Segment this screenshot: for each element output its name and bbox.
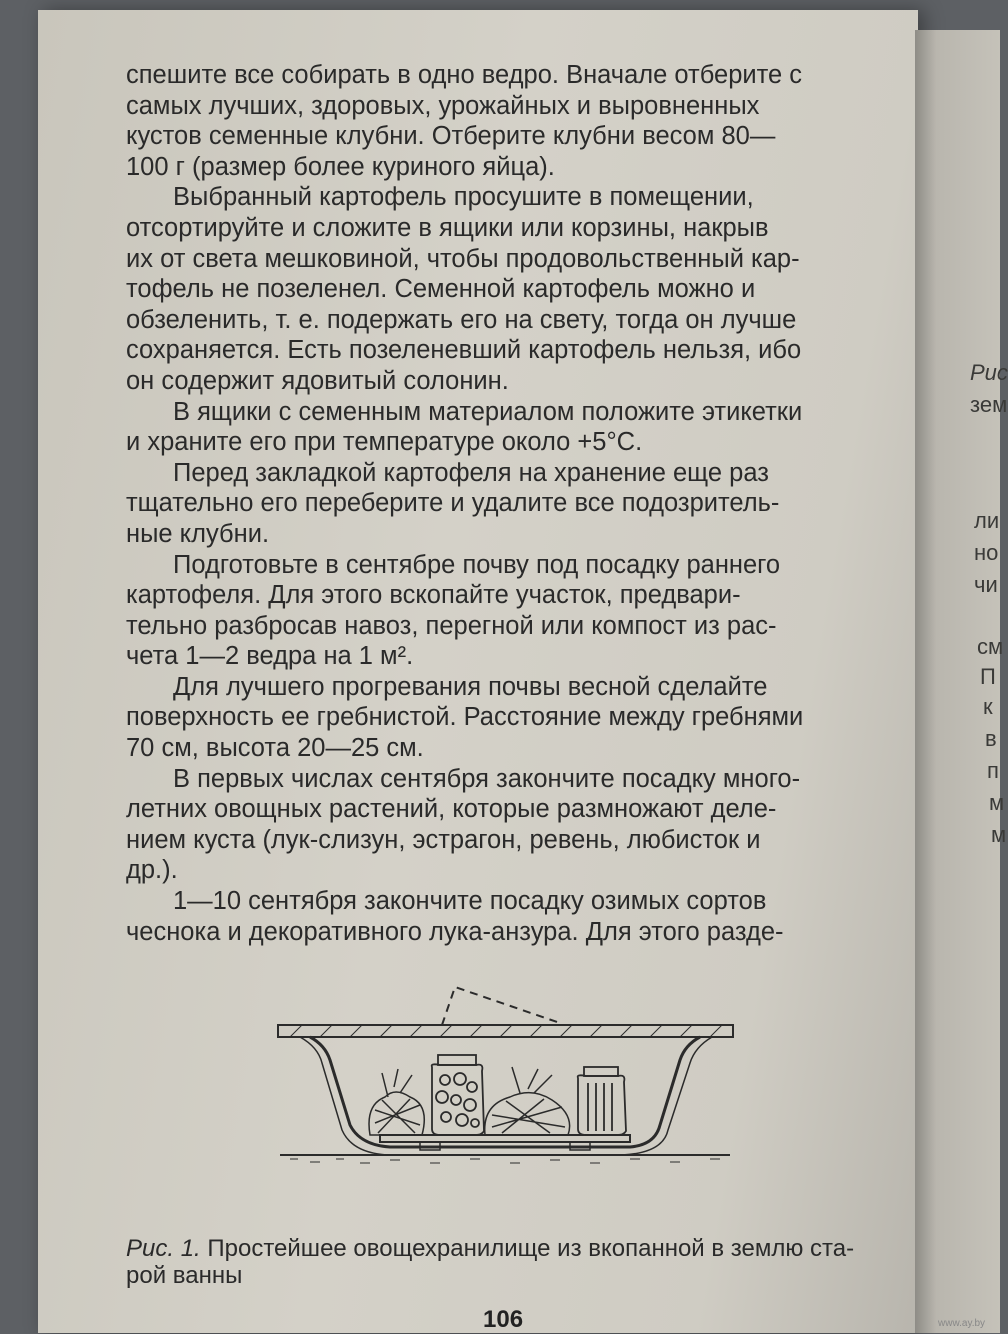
- edge-fragment: чи: [974, 572, 998, 597]
- page-number: 106: [483, 1306, 524, 1333]
- edge-fragment: к: [983, 694, 993, 719]
- adjacent-page-edge: [915, 30, 1008, 1333]
- text-line: кустов семенные клубни. Отберите клубни весом 80—: [126, 122, 776, 151]
- text-line: сохраняется. Есть позеленевший картофель нельзя, ибо: [126, 336, 802, 365]
- net-bag: [485, 1067, 570, 1135]
- text-line: картофеля. Для этого вскопайте участок, предвари-: [126, 581, 741, 610]
- paragraph: [126, 397, 878, 458]
- text-line: обзеленить, т. е. подержать его на свету, тогда он лучше: [126, 305, 797, 334]
- text-line: Выбранный картофель просушите в помещении,: [173, 183, 754, 212]
- page-body-text: [126, 60, 878, 947]
- jar: [578, 1067, 626, 1135]
- text-line: и храните его при температуре около +5°С.: [126, 428, 643, 457]
- figure-caption-text-2: рой ванны: [126, 1262, 243, 1289]
- text-line: В ящики с семенным материалом положите этикетки: [173, 397, 803, 426]
- text-line: Перед закладкой картофеля на хранение еще раз: [173, 458, 769, 487]
- text-line: 100 г (размер более куриного яйца).: [126, 152, 555, 181]
- figure-caption-label: Рис. 1.: [126, 1235, 201, 1262]
- paragraph: [126, 458, 878, 550]
- paragraph: [126, 182, 878, 396]
- edge-fragment: зем: [970, 392, 1008, 417]
- edge-fragment: п: [987, 758, 999, 783]
- edge-fragment: м: [989, 790, 1005, 815]
- edge-fragment: ли: [974, 508, 1000, 533]
- watermark: www.ay.by: [938, 1318, 986, 1329]
- text-line: отсортируйте и сложите в ящики или корзины, накрыв: [126, 213, 769, 242]
- edge-fragment: но: [974, 540, 999, 565]
- edge-fragment: м: [991, 822, 1007, 847]
- ground: [280, 1155, 730, 1163]
- shelf: [380, 1135, 630, 1142]
- text-line: поверхность ее гребнистой. Расстояние между гребнями: [126, 703, 804, 732]
- text-line: нием куста (лук-слизун, эстрагон, ревень, любисток и: [126, 825, 761, 854]
- paragraph: [126, 550, 878, 672]
- paragraph: [126, 886, 878, 947]
- lid-board: [278, 1025, 733, 1037]
- paragraph: [126, 764, 878, 886]
- text-line: тщательно его переберите и удалите все подозритель-: [126, 489, 780, 518]
- text-line: 70 см, высота 20—25 см.: [126, 734, 424, 763]
- text-line: летних овощных растений, которые размножают деле-: [126, 795, 777, 824]
- storage-pit-illustration: [270, 975, 740, 1175]
- text-line: чеснока и декоративного лука-анзура. Для этого разде-: [126, 917, 784, 946]
- text-line: чета 1—2 ведра на 1 м².: [126, 642, 414, 671]
- edge-fragment: см: [977, 634, 1004, 659]
- text-line: спешите все собирать в одно ведро. Вначале отберите с: [126, 61, 803, 89]
- text-line: самых лучших, здоровых, урожайных и выровненных: [126, 91, 760, 120]
- text-line: тофель не позеленел. Семенной картофель можно и: [126, 275, 756, 304]
- text-line: Для лучшего прогревания почвы весной сделайте: [173, 672, 768, 701]
- text-line: др.).: [126, 856, 178, 885]
- text-line: Подготовьте в сентябре почву под посадку раннего: [173, 550, 781, 579]
- paragraph: [126, 672, 878, 764]
- text-line: он содержит ядовитый солонин.: [126, 366, 509, 395]
- net-bag: [369, 1069, 424, 1135]
- text-line: ные клубни.: [126, 519, 270, 548]
- text-line: их от света мешковиной, чтобы продовольственный кар-: [126, 244, 800, 273]
- text-line: В первых числах сентября закончите посадку много-: [173, 764, 801, 793]
- figure-caption-text: Простейшее овощехранилище из вкопанной в землю ста-: [200, 1235, 855, 1262]
- paragraph: [126, 60, 878, 182]
- text-line: тельно разбросав навоз, перегной или компост из рас-: [126, 611, 777, 640]
- text-line: 1—10 сентября закончите посадку озимых сортов: [173, 887, 767, 916]
- lid-open-dashed: [442, 987, 560, 1025]
- edge-fragment: в: [985, 726, 997, 751]
- edge-fragment: Рис: [970, 360, 1008, 385]
- jar: [432, 1055, 484, 1135]
- figure-caption: [126, 1235, 878, 1289]
- edge-fragment: П: [980, 664, 996, 689]
